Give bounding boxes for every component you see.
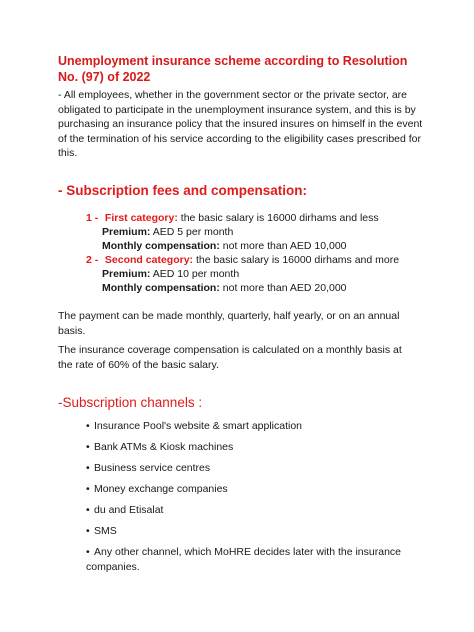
bullet-icon: • [86, 483, 90, 495]
category-1-comp-value: not more than AED 10,000 [219, 240, 347, 252]
payment-paragraph: The payment can be made monthly, quarterly, half yearly, or on an annual basis. [58, 310, 400, 337]
channel-item [86, 524, 416, 539]
category-2-premium-label: Premium: [102, 268, 151, 280]
channel-item [86, 419, 416, 434]
category-1-compensation [102, 239, 347, 253]
channels-heading: -Subscription channels : [58, 395, 203, 410]
category-2-line [86, 253, 399, 267]
category-1-name: First category: [104, 212, 178, 224]
bullet-icon: • [86, 420, 90, 432]
channel-label: Insurance Pool's website & smart application [94, 420, 303, 432]
channel-label: Bank ATMs & Kiosk machines [94, 441, 234, 453]
bullet-icon: • [86, 546, 90, 558]
document-title: Unemployment insurance scheme according to Resolution No. (97) of 2022 [58, 54, 408, 84]
channel-label: Any other channel, which MoHRE decides later with the insurance companies. [86, 546, 401, 573]
channel-item [86, 503, 416, 518]
channel-label: du and Etisalat [94, 504, 164, 516]
category-1-desc: the basic salary is 16000 dirhams and less [177, 212, 379, 224]
coverage-paragraph: The insurance coverage compensation is calculated on a monthly basis at the rate of 60% of the basic salary. [58, 344, 402, 371]
channel-label: Money exchange companies [94, 483, 228, 495]
category-1-premium-value: AED 5 per month [150, 226, 234, 238]
category-1-line [86, 211, 379, 225]
bullet-icon: • [86, 504, 90, 516]
bullet-icon: • [86, 462, 90, 474]
category-1-premium-label: Premium: [102, 226, 151, 238]
fees-heading: - Subscription fees and compensation: [58, 183, 308, 198]
bullet-icon: • [86, 525, 90, 537]
bullet-icon: • [86, 441, 90, 453]
channel-item [86, 482, 416, 497]
category-2-premium-value: AED 10 per month [150, 268, 240, 280]
category-2-desc: the basic salary is 16000 dirhams and more [193, 254, 400, 266]
category-1-premium [102, 225, 233, 239]
category-1-comp-label: Monthly compensation: [102, 240, 220, 252]
channel-item [86, 461, 416, 476]
channel-label: Business service centres [94, 462, 211, 474]
channel-label: SMS [94, 525, 117, 537]
category-2-compensation [102, 281, 347, 295]
category-2-number: 2 - [86, 254, 99, 266]
category-2-name: Second category: [104, 254, 194, 266]
category-2-comp-value: not more than AED 20,000 [219, 282, 347, 294]
category-1-number: 1 - [86, 212, 99, 224]
category-2-comp-label: Monthly compensation: [102, 282, 220, 294]
intro-paragraph: - All employees, whether in the government sector or the private sector, are obligated to participate in the unemployment insurance system, and this is by purchasing an insurance policy that the insured insures on himself in the event of the termination of his service according to the eligibility cases prescribed for this. [58, 89, 423, 159]
channel-item [86, 440, 416, 455]
channel-item [86, 545, 416, 574]
category-2-premium [102, 267, 239, 281]
